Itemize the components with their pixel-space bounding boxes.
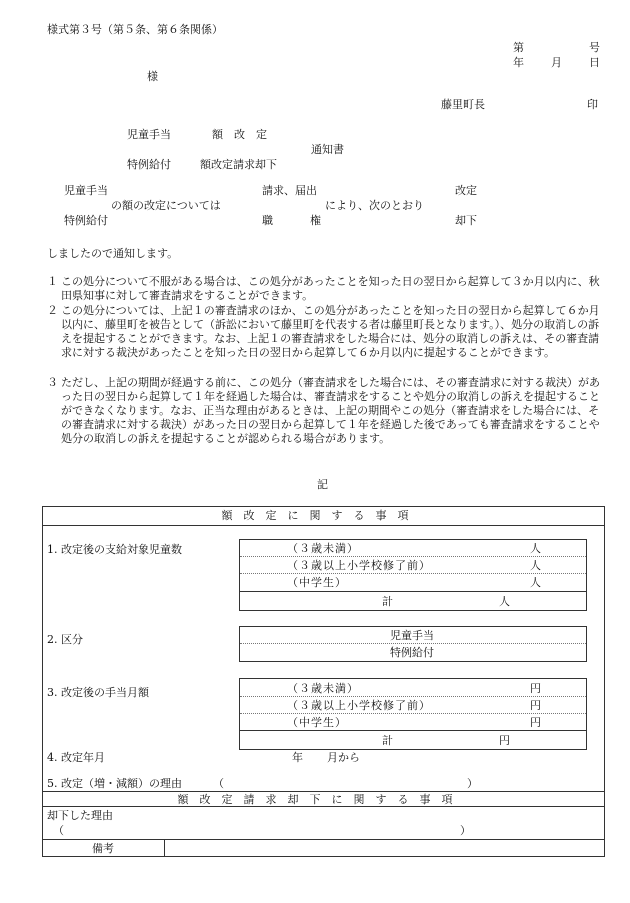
divider	[164, 839, 165, 856]
body-ken: 権	[310, 214, 321, 227]
date-month: 月	[551, 56, 562, 69]
body-yori-text: により、次のとおり	[325, 199, 424, 212]
body-shoku: 職	[262, 214, 273, 227]
age-under-3: （３歳未満）	[287, 542, 359, 555]
note-number: ３	[47, 376, 58, 389]
date-year: 年	[513, 56, 524, 69]
note-text: ただし、上記の期間が経過する前に、この処分（審査請求をした場合には、その審査請求に対する裁決）があった日の翌日から起算して１年を経過した場合は、審査請求をすることや処分の取消しの訴えを提起することができなくなります。なお、正当な理由があるときは、上記の期間やこの処分（審査請求をした場合には、その審査請求に対する裁決）があった日の翌日から起算して１年を経過した後であっても審査請求をすることや処分の取消しの訴えを提起することが認められる場合があります。	[61, 376, 600, 445]
unit-persons: 人	[499, 595, 510, 608]
note-item	[47, 275, 603, 303]
note-number: ２	[47, 304, 58, 317]
divider	[42, 839, 604, 840]
divider	[240, 696, 586, 697]
divider	[240, 730, 586, 731]
note-text: この処分については、上記１の審査請求のほか、この処分があったことを知った日の翌日から起算して６か月以内に、藤里町を被告として（訴訟において藤里町を代表する者は藤里町長となります。）、処分の取消しの訴えを提起することができます。なお、上記１の審査請求をした場合には、処分の取消しの訴えは、その審査請求に対する裁決があったことを知った日の翌日から起算して６か月以内に提起することができます。	[61, 304, 600, 359]
row-label-category: 2. 区分	[47, 633, 83, 646]
unit-yen: 円	[499, 734, 510, 747]
section-header-kyakka: 額 改 定 請 求 却 下 に 関 す る 事 項	[177, 793, 453, 806]
category-jidou-teate: 児童手当	[390, 629, 434, 642]
body-kyakka: 却下	[455, 214, 477, 227]
body-kaitei: 改定	[455, 184, 477, 197]
section-header-kaitei: 額 改 定 に 関 す る 事 項	[221, 509, 409, 522]
age-under-3: （３歳未満）	[287, 682, 359, 695]
row-label-kaitei-month: 4. 改定年月	[47, 751, 105, 764]
note-item	[47, 376, 603, 460]
divider	[42, 791, 604, 792]
unit-persons: 人	[530, 559, 541, 572]
unit-persons: 人	[530, 576, 541, 589]
reason-open-paren: （	[213, 777, 224, 790]
title-tsuchisho: 通知書	[311, 143, 344, 156]
document-number-suffix: 号	[589, 41, 600, 54]
rejection-close-paren: ）	[460, 824, 471, 837]
document-number-label: 第	[513, 41, 524, 54]
category-tokurei-kyufu: 特例給付	[390, 646, 434, 659]
age-3-to-elementary: （３歳以上小学校修了前）	[287, 559, 431, 572]
seal-mark: 印	[587, 98, 598, 111]
divider	[42, 525, 604, 526]
row-label-monthly-amount: 3. 改定後の手当月額	[47, 686, 149, 699]
row-label-reason: 5. 改定（増・減額）の理由	[47, 777, 182, 790]
age-3-to-elementary: （３歳以上小学校修了前）	[287, 699, 431, 712]
note-item	[47, 304, 603, 374]
body-closing: しましたので通知します。	[47, 247, 179, 260]
age-junior-high: （中学生）	[287, 716, 347, 729]
total-label: 計	[382, 595, 393, 608]
age-junior-high: （中学生）	[287, 576, 347, 589]
unit-yen: 円	[530, 682, 541, 695]
ki-marker: 記	[317, 478, 328, 491]
note-number: １	[47, 275, 58, 288]
kaitei-year: 年	[292, 751, 303, 764]
title-kaitei-seikyu-kyakka: 額改定請求却下	[200, 158, 277, 171]
rejection-open-paren: （	[53, 824, 64, 837]
issuer-title: 藤里町長	[441, 98, 485, 111]
body-jidou-teate: 児童手当	[64, 184, 108, 197]
date-day: 日	[589, 56, 600, 69]
note-text: この処分について不服がある場合は、この処分があったことを知った日の翌日から起算して３か月以内に、秋田県知事に対して審査請求をすることができます。	[61, 275, 600, 302]
row-label-children-count: 1. 改定後の支給対象児童数	[47, 543, 182, 556]
unit-yen: 円	[530, 699, 541, 712]
unit-yen: 円	[530, 716, 541, 729]
body-gaku-text: の額の改定については	[111, 199, 221, 212]
addressee-suffix: 様	[147, 70, 158, 83]
divider	[240, 591, 586, 592]
title-gaku-kaitei: 額 改 定	[212, 128, 267, 141]
body-seikyu-todokede: 請求、届出	[262, 184, 317, 197]
title-tokurei-kyufu: 特例給付	[127, 158, 171, 171]
remarks-label: 備考	[92, 842, 114, 855]
title-jidou-teate: 児童手当	[127, 128, 171, 141]
rejection-reason-label: 却下した理由	[47, 809, 113, 822]
unit-persons: 人	[530, 542, 541, 555]
divider	[240, 713, 586, 714]
divider	[240, 573, 586, 574]
divider	[240, 643, 586, 644]
kaitei-month-from: 月から	[327, 751, 360, 764]
form-number: 様式第３号（第５条、第６条関係）	[47, 23, 223, 36]
reason-close-paren: ）	[467, 777, 478, 790]
total-label: 計	[382, 734, 393, 747]
divider	[240, 556, 586, 557]
body-tokurei-kyufu: 特例給付	[64, 214, 108, 227]
divider	[42, 806, 604, 807]
